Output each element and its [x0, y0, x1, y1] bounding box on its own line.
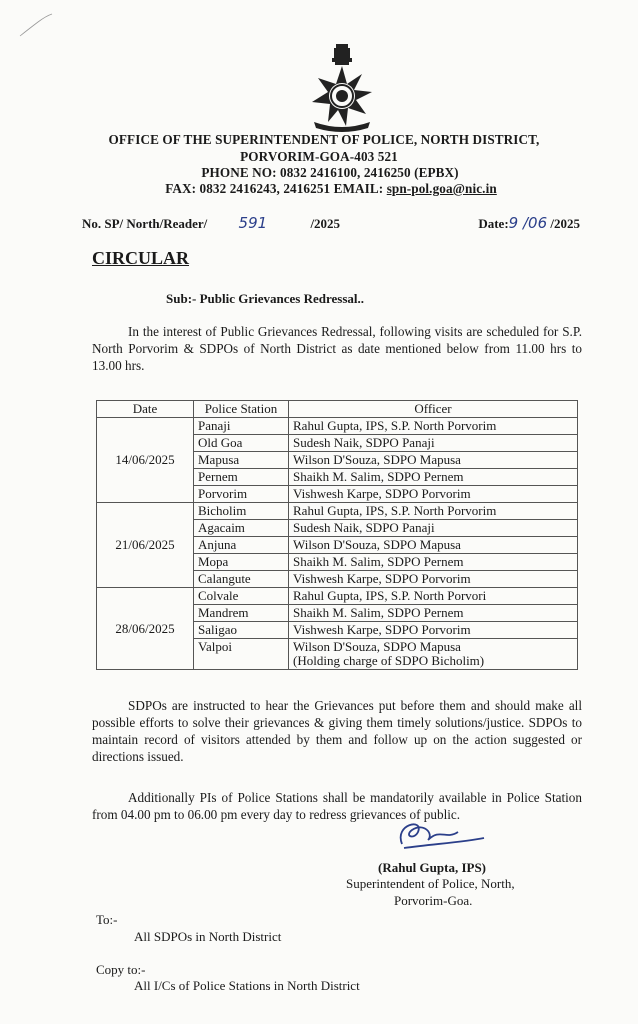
reference-line — [82, 214, 580, 232]
intro-paragraph: In the interest of Public Grievances Redressal, following visits are scheduled for S.P. North Porvorim & SDPOs of North District as date mentioned below from 11.00 hrs to 13.00 hrs. — [92, 324, 582, 373]
visit-date: 28/06/2025 — [97, 588, 194, 670]
table-row — [97, 588, 578, 605]
office-phone: PHONE NO: 0832 2416100, 2416250 (EPBX) — [201, 165, 459, 180]
table-row — [97, 503, 578, 520]
police-station: Mapusa — [194, 452, 289, 469]
office-address: PORVORIM-GOA-403 521 — [240, 149, 398, 164]
office-title: OFFICE OF THE SUPERINTENDENT OF POLICE, NORTH DISTRICT, — [108, 132, 540, 147]
instruction-paragraph: SDPOs are instructed to hear the Grievances put before them and should make all possible efforts to solve their grievances & giving them timely solutions/justice. SDPOs to maintain record of visitors attended by them and follow up on the action suggested or directions issued. — [92, 698, 582, 764]
visit-date: 14/06/2025 — [97, 418, 194, 503]
officer: Sudesh Naik, SDPO Panaji — [289, 520, 578, 537]
email-link[interactable]: spn-pol.goa@nic.in — [386, 181, 497, 196]
officer: Wilson D'Souza, SDPO Mapusa — [289, 452, 578, 469]
document-title: CIRCULAR — [92, 248, 190, 268]
header-date: Date — [97, 401, 194, 418]
police-station: Old Goa — [194, 435, 289, 452]
officer: Shaikh M. Salim, SDPO Pernem — [289, 554, 578, 571]
officer: Rahul Gupta, IPS, S.P. North Porvori — [289, 588, 578, 605]
signature-icon — [384, 814, 504, 854]
header-officer: Officer — [289, 401, 578, 418]
fax-text: FAX: 0832 2416243, 2416251 EMAIL: — [165, 181, 387, 196]
visit-date: 21/06/2025 — [97, 503, 194, 588]
schedule-table — [96, 400, 578, 670]
subject-line: Sub:- Public Grievances Redressal.. — [166, 291, 365, 306]
officer: Vishwesh Karpe, SDPO Porvorim — [289, 486, 578, 503]
police-station: Bicholim — [194, 503, 289, 520]
pen-mark-icon — [16, 10, 56, 40]
officer: Shaikh M. Salim, SDPO Pernem — [289, 605, 578, 622]
signatory-place: Porvorim-Goa. — [394, 893, 473, 908]
header-police-station: Police Station — [194, 401, 289, 418]
copy-to-label: Copy to:- — [96, 962, 146, 977]
to-recipients: All SDPOs in North District — [134, 929, 282, 944]
officer: Shaikh M. Salim, SDPO Pernem — [289, 469, 578, 486]
reference-year: /2025 — [310, 216, 341, 231]
officer-note: (Holding charge of SDPO Bicholim) — [293, 653, 485, 668]
table-header-row — [97, 401, 578, 418]
police-station: Agacaim — [194, 520, 289, 537]
police-station: Mandrem — [194, 605, 289, 622]
signatory-designation: Superintendent of Police, North, — [346, 876, 515, 891]
officer: Vishwesh Karpe, SDPO Porvorim — [289, 622, 578, 639]
table-row — [97, 418, 578, 435]
officer: Rahul Gupta, IPS, S.P. North Porvorim — [289, 503, 578, 520]
police-station: Anjuna — [194, 537, 289, 554]
police-station: Pernem — [194, 469, 289, 486]
police-station: Mopa — [194, 554, 289, 571]
reference-prefix: No. SP/ North/Reader/ — [82, 216, 208, 231]
police-station: Porvorim — [194, 486, 289, 503]
signatory-name: (Rahul Gupta, IPS) — [378, 860, 486, 875]
copy-to-recipients: All I/Cs of Police Stations in North District — [134, 978, 360, 993]
police-station: Panaji — [194, 418, 289, 435]
police-station: Colvale — [194, 588, 289, 605]
additional-paragraph: Additionally PIs of Police Stations shall be mandatorily available in Police Station from 04.00 pm to 06.00 pm every day to redress grievances of public. — [92, 790, 582, 822]
officer: Vishwesh Karpe, SDPO Porvorim — [289, 571, 578, 588]
reference-date: Date:9 /06 /2025 — [478, 214, 580, 232]
police-station: Valpoi — [194, 639, 289, 670]
officer: Sudesh Naik, SDPO Panaji — [289, 435, 578, 452]
officer: Wilson D'Souza, SDPO Mapusa — [289, 537, 578, 554]
reference-number: 591 — [238, 214, 268, 232]
police-station: Calangute — [194, 571, 289, 588]
police-emblem-icon — [306, 42, 378, 134]
office-fax-email — [0, 181, 638, 197]
officer: Wilson D'Souza, SDPO Mapusa (Holding charge of SDPO Bicholim) — [289, 639, 578, 670]
officer: Rahul Gupta, IPS, S.P. North Porvorim — [289, 418, 578, 435]
police-station: Saligao — [194, 622, 289, 639]
to-label: To:- — [96, 912, 118, 927]
